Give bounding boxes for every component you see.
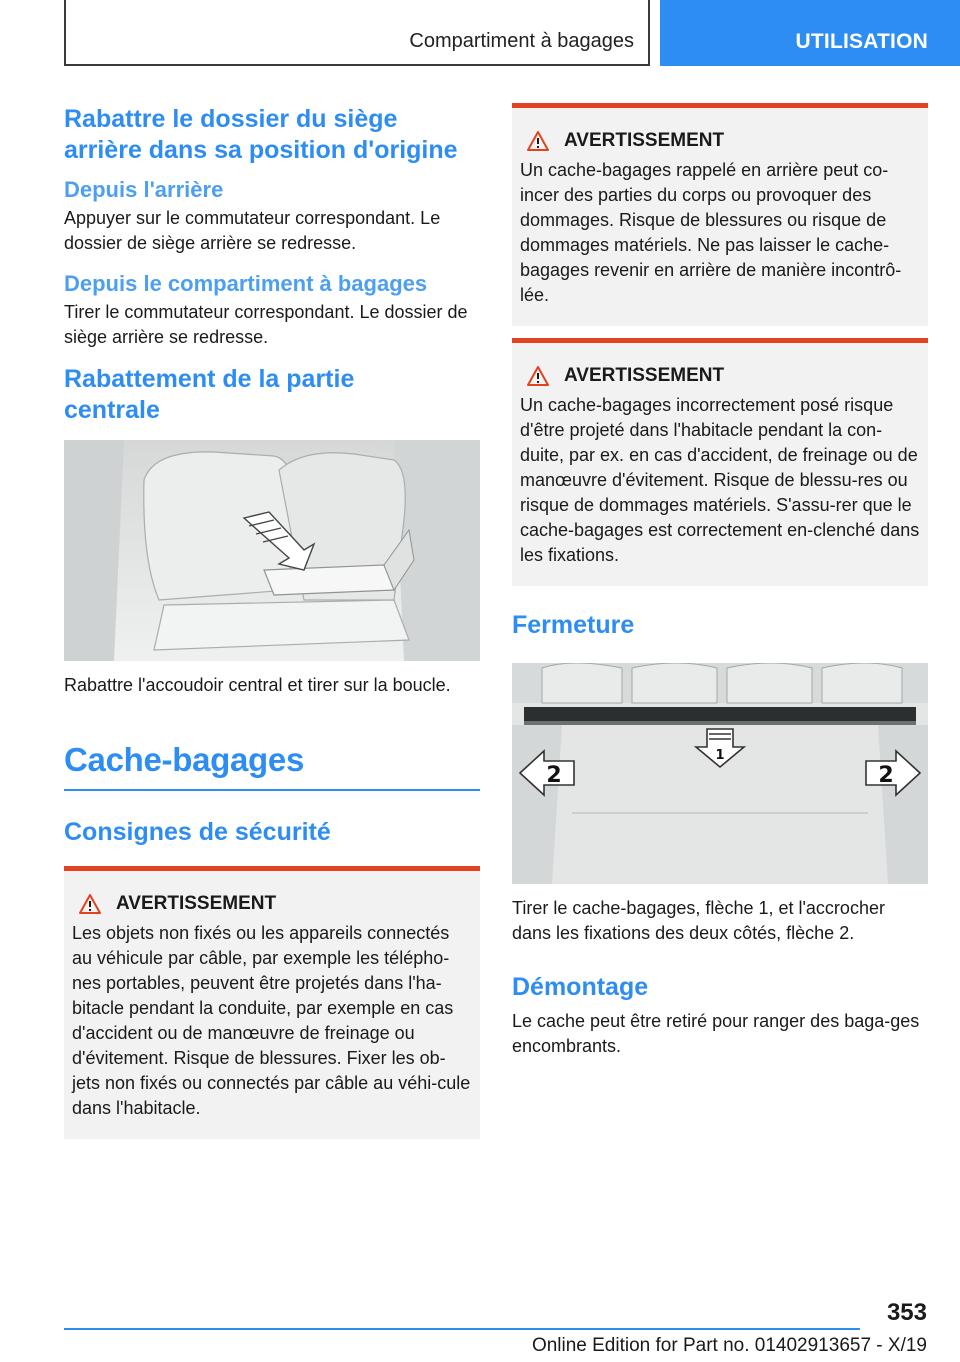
warning-header (72, 893, 472, 915)
warning-icon (526, 365, 550, 387)
subheading-compartiment: Depuis le compartiment à bagages (64, 271, 428, 296)
heading-cache-bagages: Cache-bagages (64, 741, 305, 778)
figure-cover (512, 663, 928, 884)
arrow-label-2-left: 2 (546, 763, 562, 788)
warning-box-1 (64, 866, 480, 1139)
footer-rule (64, 1328, 860, 1330)
edition-text: Online Edition for Part no. 01402913657 - X/19 (531, 1335, 927, 1356)
heading-fermeture: Fermeture (512, 611, 635, 639)
warning-title: AVERTISSEMENT (564, 365, 725, 386)
warning-icon (526, 130, 550, 152)
chapter-tab-label: UTILISATION (795, 30, 928, 53)
left-column (64, 100, 480, 1139)
text-arriere: Appuyer sur le commutateur correspondant. Le dossier de siège arrière se redresse. (64, 208, 441, 253)
arrow-label-2-right: 2 (878, 763, 894, 788)
warning-text: Un cache-bagages rappelé en arrière peut co-incer des parties du corps ou provoquer des dommages. Risque de blessures ou risque de dommages matériels. Ne pas laisser le cache-bagages revenir en arrière de manière incontrô-lée. (520, 160, 902, 305)
warning-icon (78, 893, 102, 915)
heading-rule (64, 789, 480, 791)
heading-demontage: Démontage (512, 973, 649, 1001)
warning-text: Un cache-bagages incorrectement posé risque d'être projeté dans l'habitacle pendant la con-duite, par ex. en cas d'accident, de freinage ou de manœuvre d'évitement. Risque de blessu-res ou risque de dommages matériels. S'assu-rer que le cache-bagages est correctement en-clenché dans les fixations. (520, 395, 920, 565)
warning-title: AVERTISSEMENT (564, 130, 725, 151)
arrow-label-1: 1 (715, 748, 725, 763)
warning-box-3 (512, 338, 928, 586)
caption-armrest: Rabattre l'accoudoir central et tirer sur la boucle. (64, 675, 451, 695)
heading-rabattre: Rabattre le dossier du siège arrière dans sa position d'origine (64, 105, 458, 164)
heading-rabattement: Rabattement de la partie centrale (64, 365, 355, 424)
page-number: 353 (886, 1299, 927, 1326)
caption-cover: Tirer le cache-bagages, flèche 1, et l'accrocher dans les fixations des deux côtés, flèche 2. (512, 898, 885, 943)
text-compartiment: Tirer le commutateur correspondant. Le dossier de siège arrière se redresse. (64, 302, 468, 347)
warning-box-2 (512, 103, 928, 326)
warning-header (520, 130, 920, 152)
text-demontage: Le cache peut être retiré pour ranger des baga-ges encombrants. (512, 1011, 920, 1056)
figure-armrest (64, 440, 480, 661)
warning-text: Les objets non fixés ou les appareils connectés au véhicule par câble, par exemple les télépho-nes portables, peuvent être projetés dans l'ha-bitacle pendant la conduite, par exemple en cas d'accident ou de manœuvre de freinage ou d'évitement. Risque de blessures. Fixer les ob-jets non fixés ou connectés par câble au véhi-cule dans l'habitacle. (72, 923, 471, 1118)
section-title: Compartiment à bagages (409, 30, 634, 52)
right-column (512, 103, 928, 1059)
chapter-tab[interactable] (660, 0, 960, 66)
warning-title: AVERTISSEMENT (116, 893, 277, 914)
warning-header (520, 365, 920, 387)
subheading-arriere: Depuis l'arrière (64, 177, 224, 202)
header-frame (64, 0, 650, 66)
heading-consignes: Consignes de sécurité (64, 818, 331, 846)
